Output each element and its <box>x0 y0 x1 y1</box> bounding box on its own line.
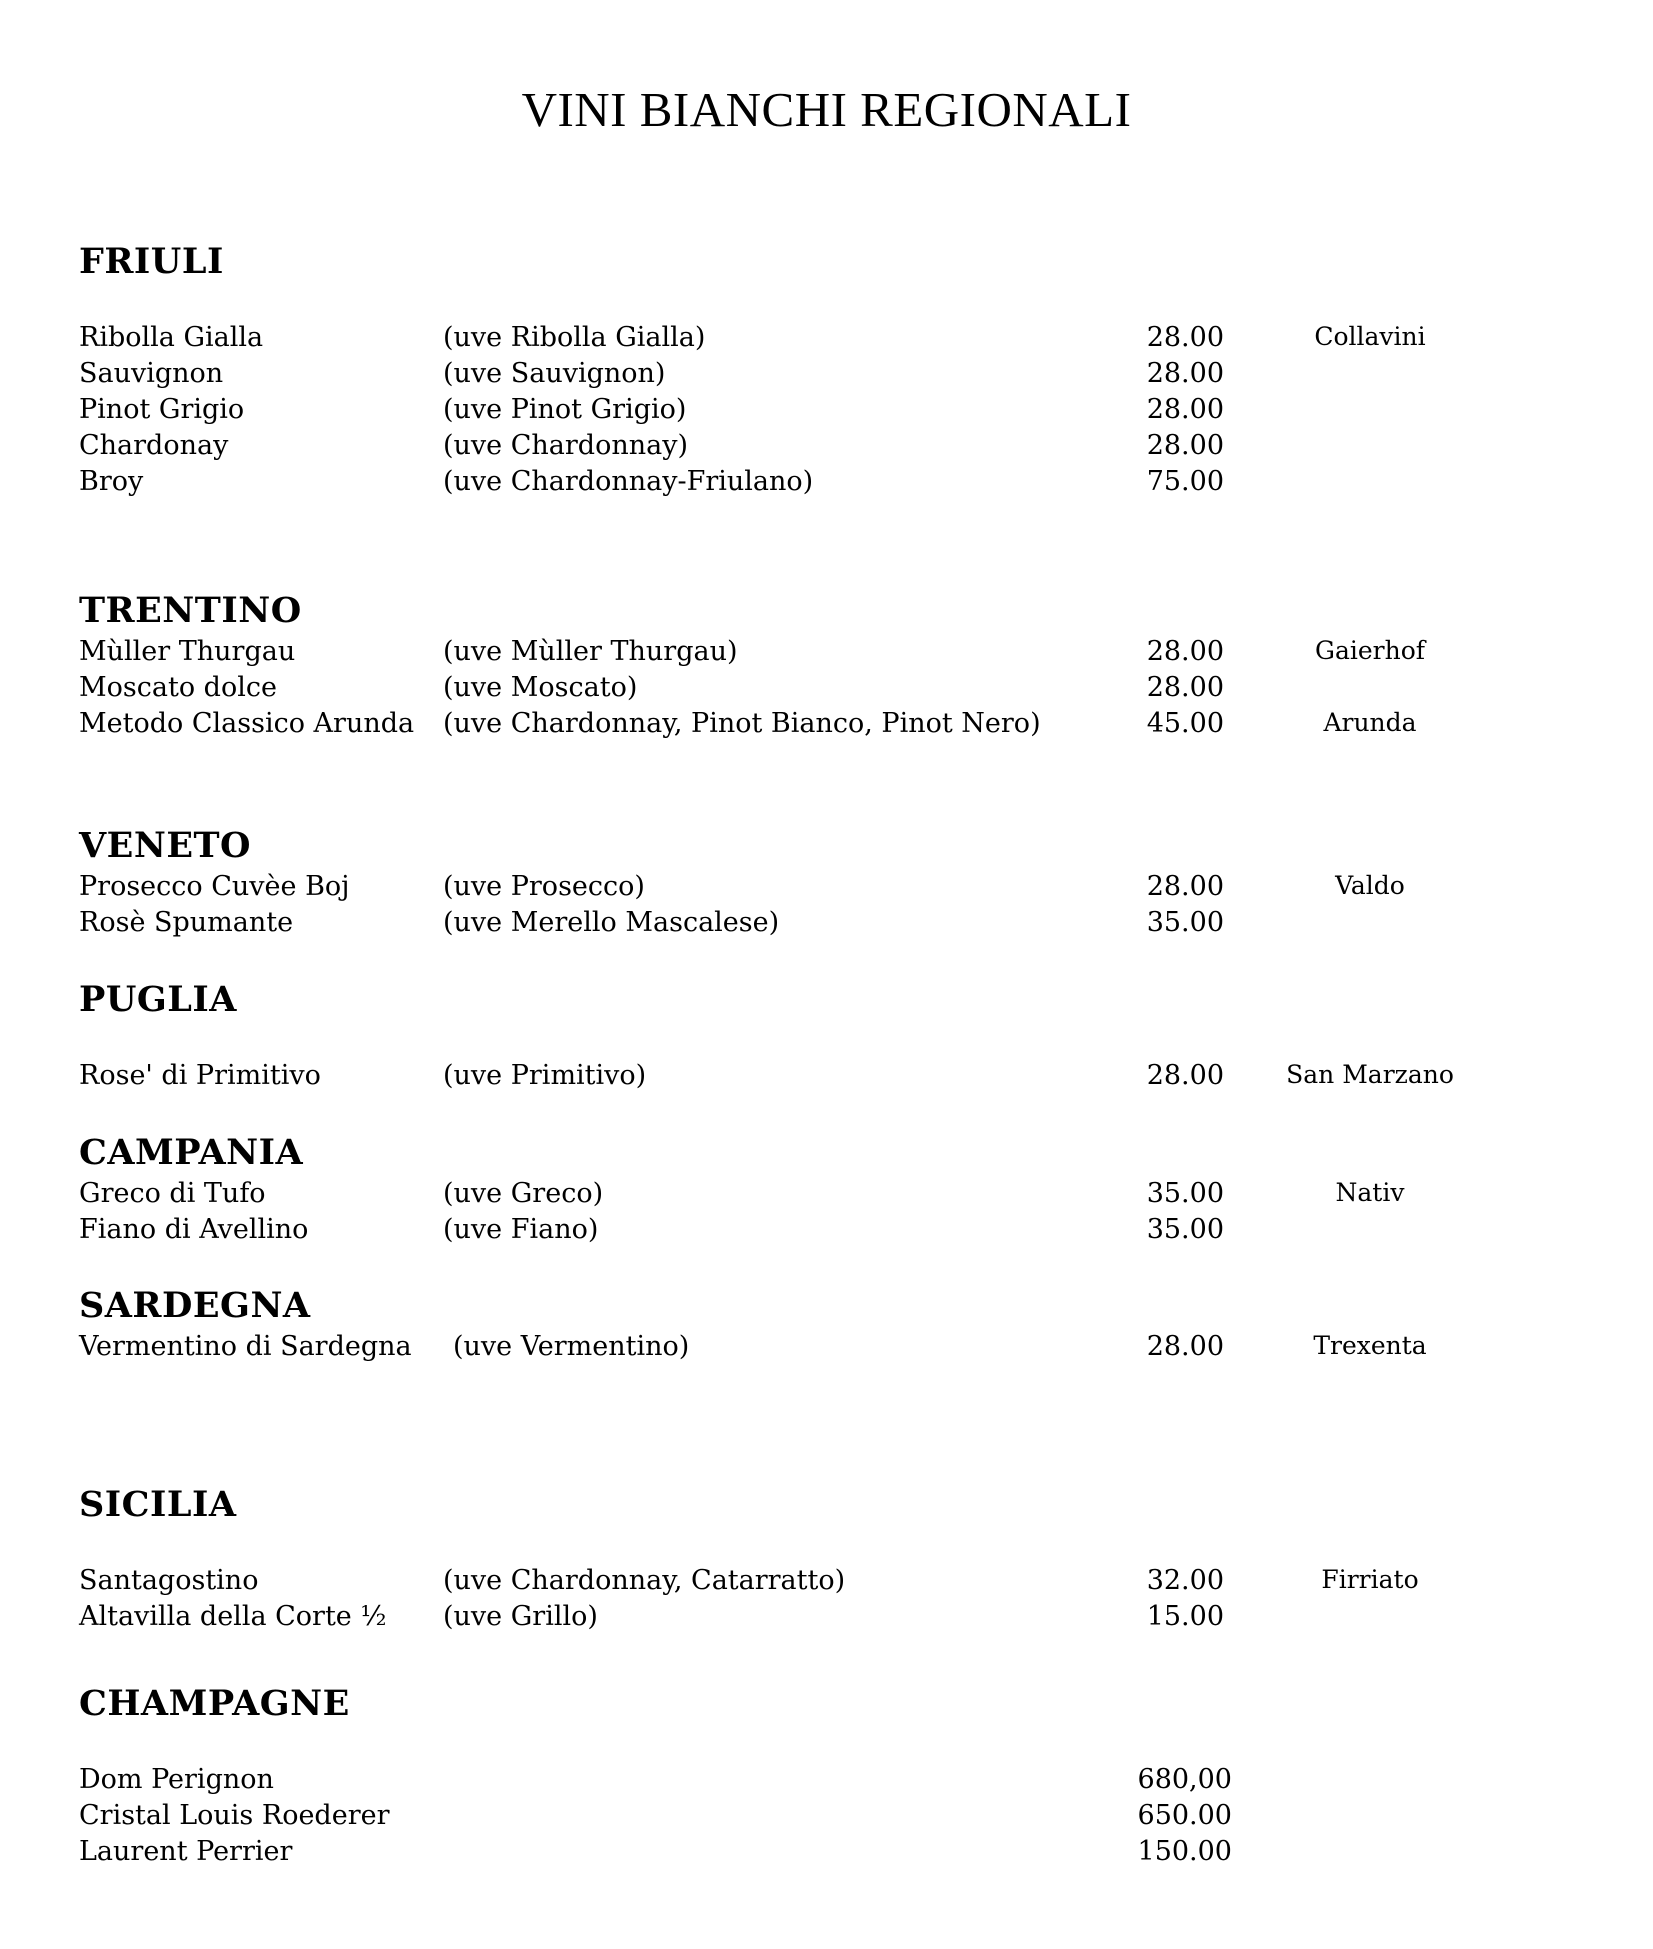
page-title: VINI BIANCHI REGIONALI <box>521 82 1132 137</box>
section-heading-veneto: VENETO <box>79 825 252 866</box>
wine-price: 75.00 <box>1146 466 1224 497</box>
wine-name: Broy <box>79 466 144 497</box>
wine-price: 45.00 <box>1146 708 1224 739</box>
wine-price: 28.00 <box>1146 430 1224 461</box>
wine-producer: Valdo <box>1335 871 1405 900</box>
wine-grapes: (uve Primitivo) <box>443 1060 647 1091</box>
section-heading-sicilia: SICILIA <box>79 1484 237 1525</box>
wine-price: 150.00 <box>1137 1836 1232 1867</box>
wine-price: 28.00 <box>1146 636 1224 667</box>
wine-grapes: (uve Sauvignon) <box>443 358 666 389</box>
wine-producer: Arunda <box>1323 708 1417 737</box>
wine-price: 28.00 <box>1146 358 1224 389</box>
wine-name: Laurent Perrier <box>79 1836 293 1867</box>
wine-name: Mùller Thurgau <box>79 636 296 667</box>
section-heading-champagne: CHAMPAGNE <box>79 1683 350 1724</box>
wine-grapes: (uve Merello Mascalese) <box>443 907 780 938</box>
wine-grapes: (uve Ribolla Gialla) <box>443 322 706 353</box>
wine-grapes: (uve Chardonnay) <box>443 430 688 461</box>
wine-producer: San Marzano <box>1286 1060 1454 1089</box>
wine-name: Vermentino di Sardegna <box>79 1331 412 1362</box>
section-heading-campania: CAMPANIA <box>79 1132 304 1173</box>
wine-name: Santagostino <box>79 1565 259 1596</box>
wine-price: 15.00 <box>1146 1601 1224 1632</box>
wine-price: 680,00 <box>1137 1764 1232 1795</box>
wine-producer: Gaierhof <box>1314 636 1426 665</box>
wine-price: 28.00 <box>1146 1060 1224 1091</box>
wine-grapes: (uve Chardonnay, Pinot Bianco, Pinot Nero) <box>443 708 1041 739</box>
wine-grapes: (uve Moscato) <box>443 672 638 703</box>
wine-name: Metodo Classico Arunda <box>79 708 415 739</box>
wine-price: 35.00 <box>1146 907 1224 938</box>
wine-price: 28.00 <box>1146 1331 1224 1362</box>
wine-producer: Collavini <box>1314 322 1426 351</box>
wine-grapes: (uve Grillo) <box>443 1601 598 1632</box>
wine-price: 28.00 <box>1146 394 1224 425</box>
wine-grapes: (uve Prosecco) <box>443 871 645 902</box>
wine-price: 35.00 <box>1146 1214 1224 1245</box>
wine-grapes: (uve Greco) <box>443 1178 604 1209</box>
wine-grapes: (uve Chardonnay-Friulano) <box>443 466 814 497</box>
wine-name: Moscato dolce <box>79 672 277 703</box>
wine-name: Rosè Spumante <box>79 907 294 938</box>
wine-name: Rose' di Primitivo <box>79 1060 321 1091</box>
wine-name: Chardonay <box>79 430 229 461</box>
wine-name: Pinot Grigio <box>79 394 245 425</box>
wine-grapes: (uve Fiano) <box>443 1214 599 1245</box>
wine-price: 28.00 <box>1146 322 1224 353</box>
section-heading-sardegna: SARDEGNA <box>79 1285 311 1326</box>
wine-name: Dom Perignon <box>79 1764 274 1795</box>
wine-name: Sauvignon <box>79 358 224 389</box>
wine-price: 28.00 <box>1146 871 1224 902</box>
wine-name: Altavilla della Corte ½ <box>79 1601 387 1632</box>
wine-grapes: (uve Mùller Thurgau) <box>443 636 738 667</box>
wine-name: Ribolla Gialla <box>79 322 264 353</box>
wine-price: 32.00 <box>1146 1565 1224 1596</box>
section-heading-friuli: FRIULI <box>79 241 224 282</box>
wine-grapes: (uve Chardonnay, Catarratto) <box>443 1565 846 1596</box>
wine-name: Cristal Louis Roederer <box>79 1800 390 1831</box>
wine-price: 35.00 <box>1146 1178 1224 1209</box>
wine-producer: Nativ <box>1335 1178 1405 1207</box>
wine-price: 28.00 <box>1146 672 1224 703</box>
wine-name: Greco di Tufo <box>79 1178 266 1209</box>
wine-price: 650.00 <box>1137 1800 1232 1831</box>
wine-name: Prosecco Cuvèe Boj <box>79 871 350 902</box>
section-heading-trentino: TRENTINO <box>79 590 302 631</box>
wine-producer: Firriato <box>1321 1565 1419 1594</box>
wine-producer: Trexenta <box>1313 1331 1427 1360</box>
section-heading-puglia: PUGLIA <box>79 979 237 1020</box>
wine-grapes: (uve Pinot Grigio) <box>443 394 687 425</box>
wine-grapes: (uve Vermentino) <box>453 1331 690 1362</box>
wine-name: Fiano di Avellino <box>79 1214 309 1245</box>
